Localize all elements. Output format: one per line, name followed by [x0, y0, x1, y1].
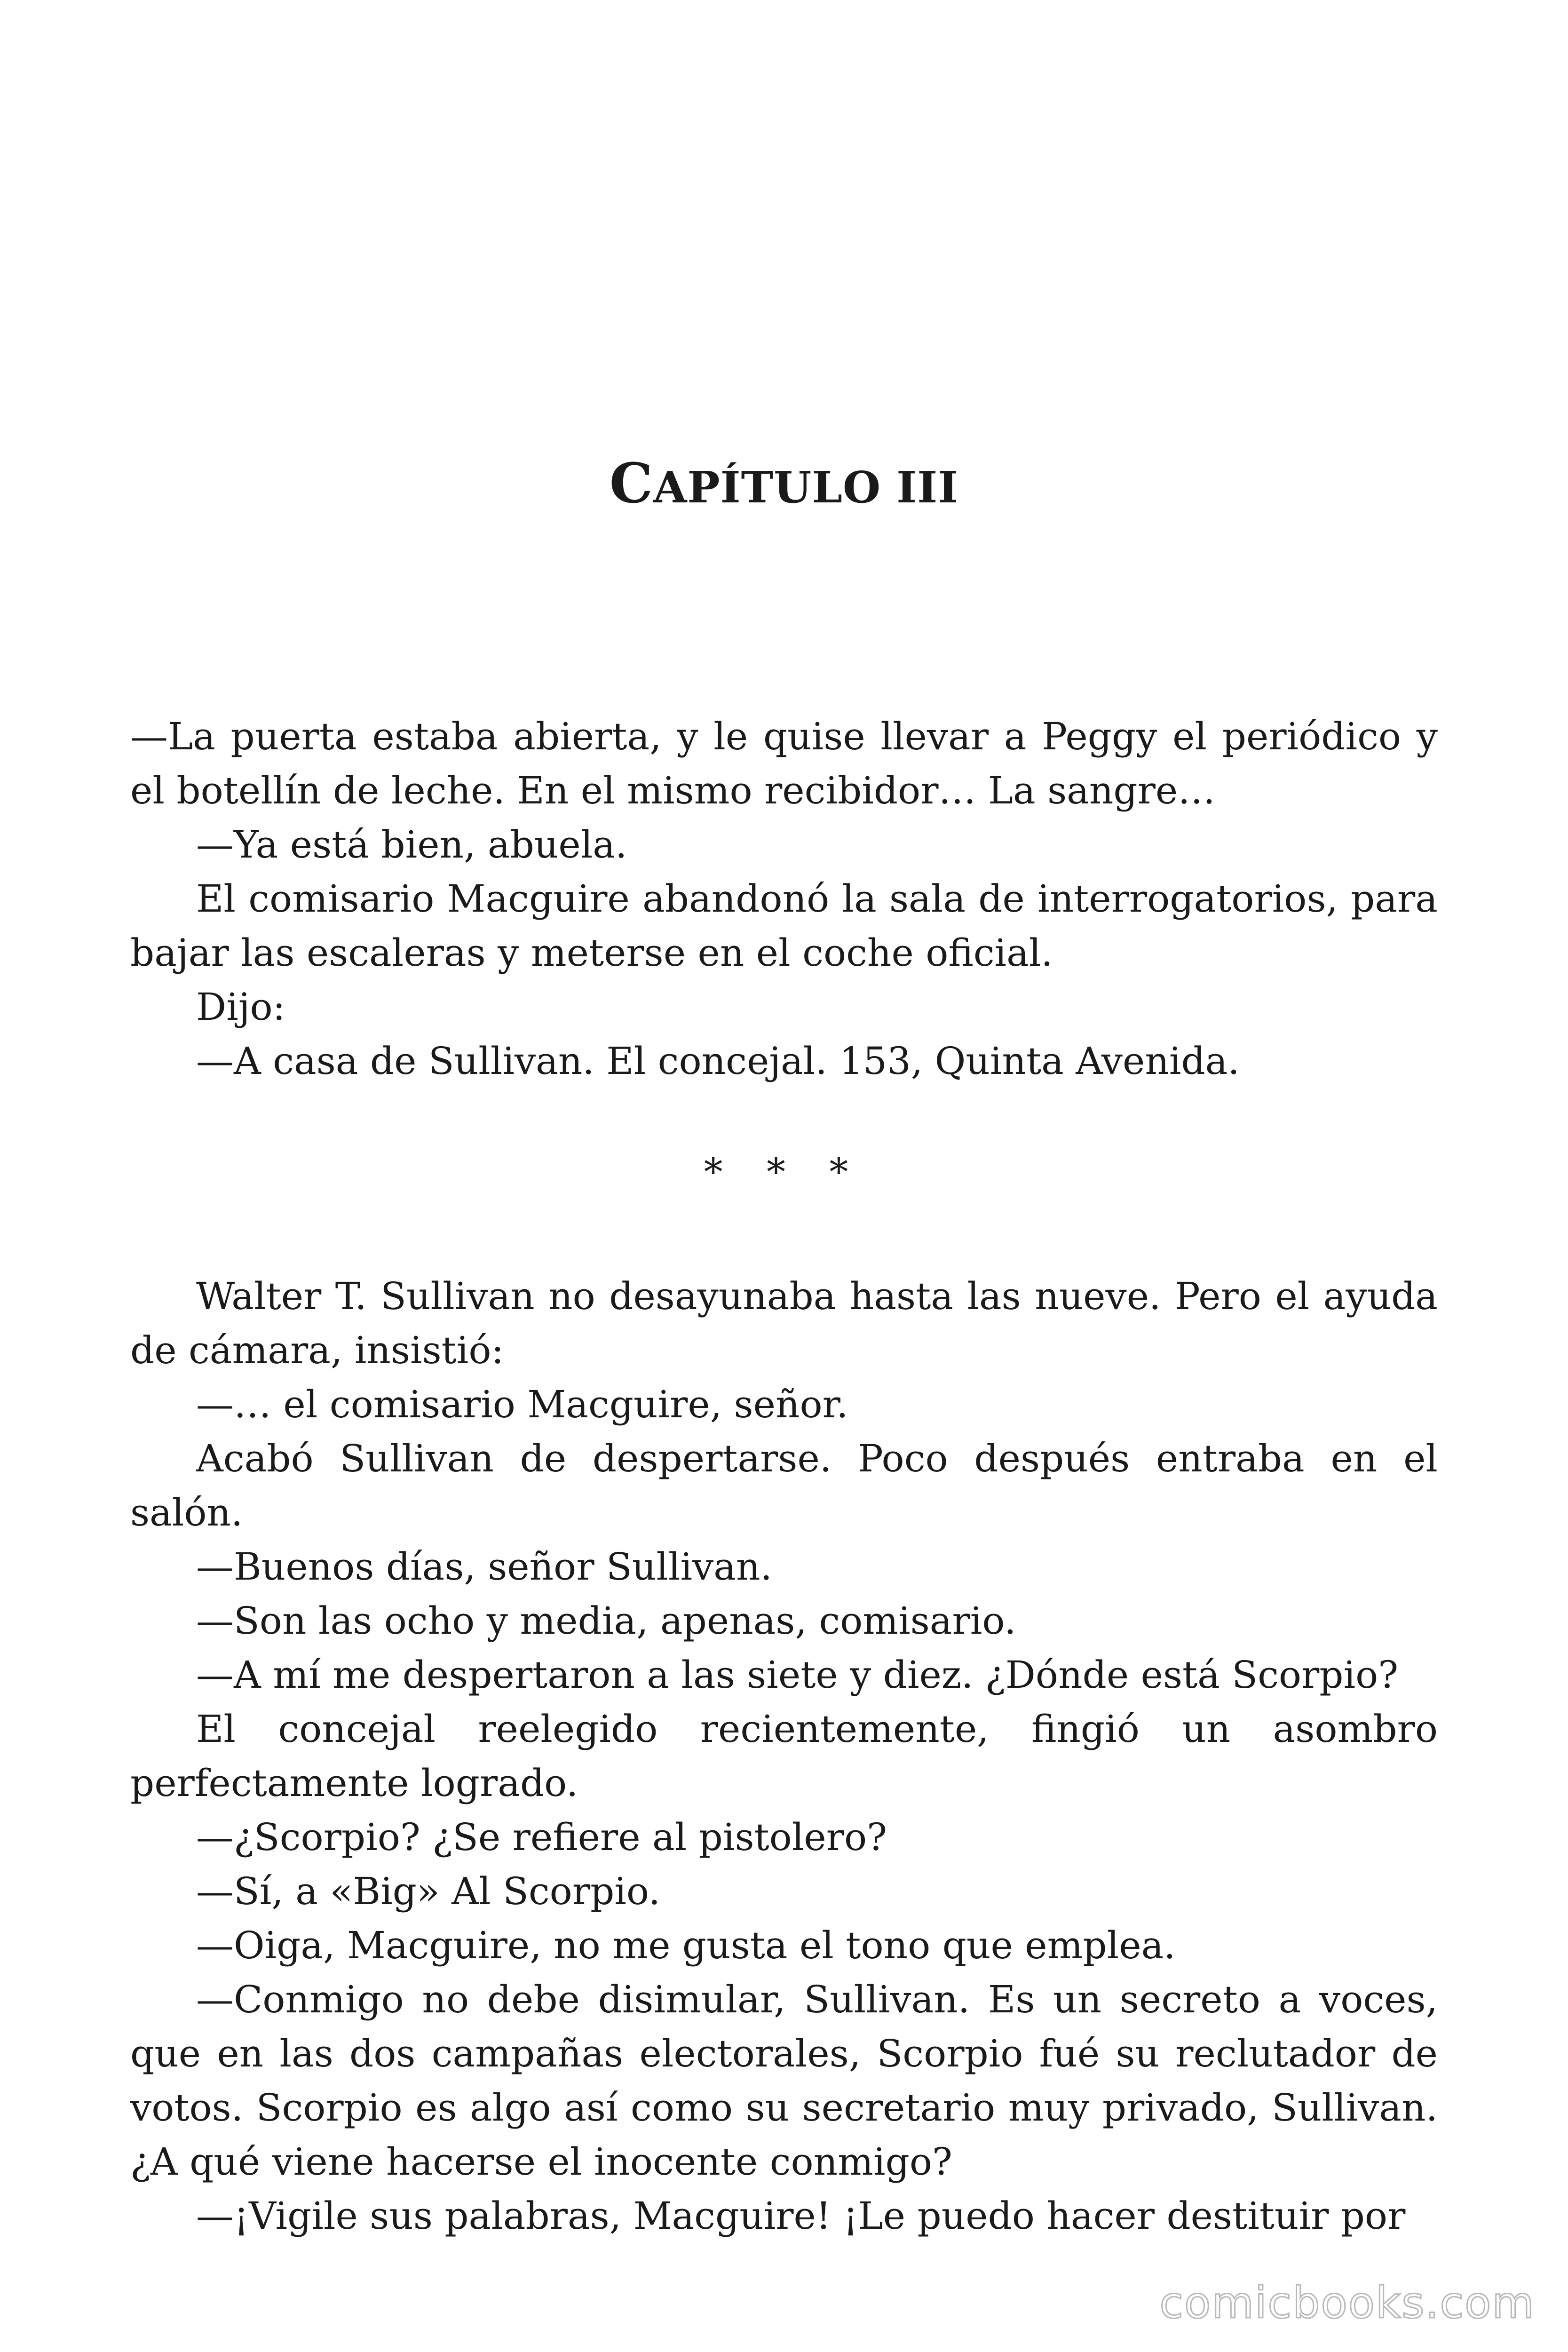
section-1-text — [130, 709, 1438, 1088]
paragraph: —¿Scorpio? ¿Se refiere al pistolero? — [196, 1815, 887, 1859]
paragraph: El comisario Macguire abandonó la sala de interrogatorios, para bajar las escaleras y meterse en el coche oficial. — [130, 877, 1438, 975]
chapter-title — [0, 452, 1568, 516]
paragraph: —… el comisario Macguire, señor. — [196, 1383, 848, 1426]
paragraph: Acabó Sullivan de despertarse. Poco después entraba en el salón. — [130, 1437, 1438, 1534]
watermark: comicbooks.com — [1159, 2278, 1535, 2328]
paragraph: —A mí me despertaron a las siete y diez. ¿Dónde está Scorpio? — [196, 1653, 1399, 1697]
scene-break: * * * — [704, 1150, 864, 1194]
paragraph: —Oiga, Macguire, no me gusta el tono que emplea. — [196, 1923, 1176, 1967]
paragraph: —La puerta estaba abierta, y le quise llevar a Peggy el periódico y el botellín de leche. En el mismo recibidor… La sangre… — [130, 715, 1438, 812]
paragraph: Dijo: — [196, 985, 285, 1029]
paragraph: Walter T. Sullivan no desayunaba hasta las nueve. Pero el ayuda de cámara, insistió: — [130, 1274, 1438, 1372]
paragraph: —Ya está bien, abuela. — [196, 823, 627, 866]
section-2-text — [130, 1269, 1438, 2243]
chapter-title-rest: APÍTULO III — [653, 462, 959, 513]
paragraph: El concejal reelegido recientemente, fingió un asombro perfectamente logrado. — [130, 1707, 1438, 1805]
paragraph: —Sí, a «Big» Al Scorpio. — [196, 1869, 661, 1913]
chapter-title-initial: C — [609, 452, 654, 516]
paragraph: —A casa de Sullivan. El concejal. 153, Quinta Avenida. — [196, 1039, 1240, 1083]
paragraph: —Conmigo no debe disimular, Sullivan. Es un secreto a voces, que en las dos campañas electorales, Scorpio fué su reclutador de votos. Scorpio es algo así como su secretario muy privado, Sullivan. ¿A qué viene hacerse el inocente conmigo? — [130, 1978, 1438, 2184]
paragraph: —Buenos días, señor Sullivan. — [196, 1545, 772, 1589]
paragraph: —¡Vigile sus palabras, Macguire! ¡Le puedo hacer destituir por — [196, 2194, 1406, 2238]
paragraph: —Son las ocho y media, apenas, comisario. — [196, 1599, 1016, 1643]
